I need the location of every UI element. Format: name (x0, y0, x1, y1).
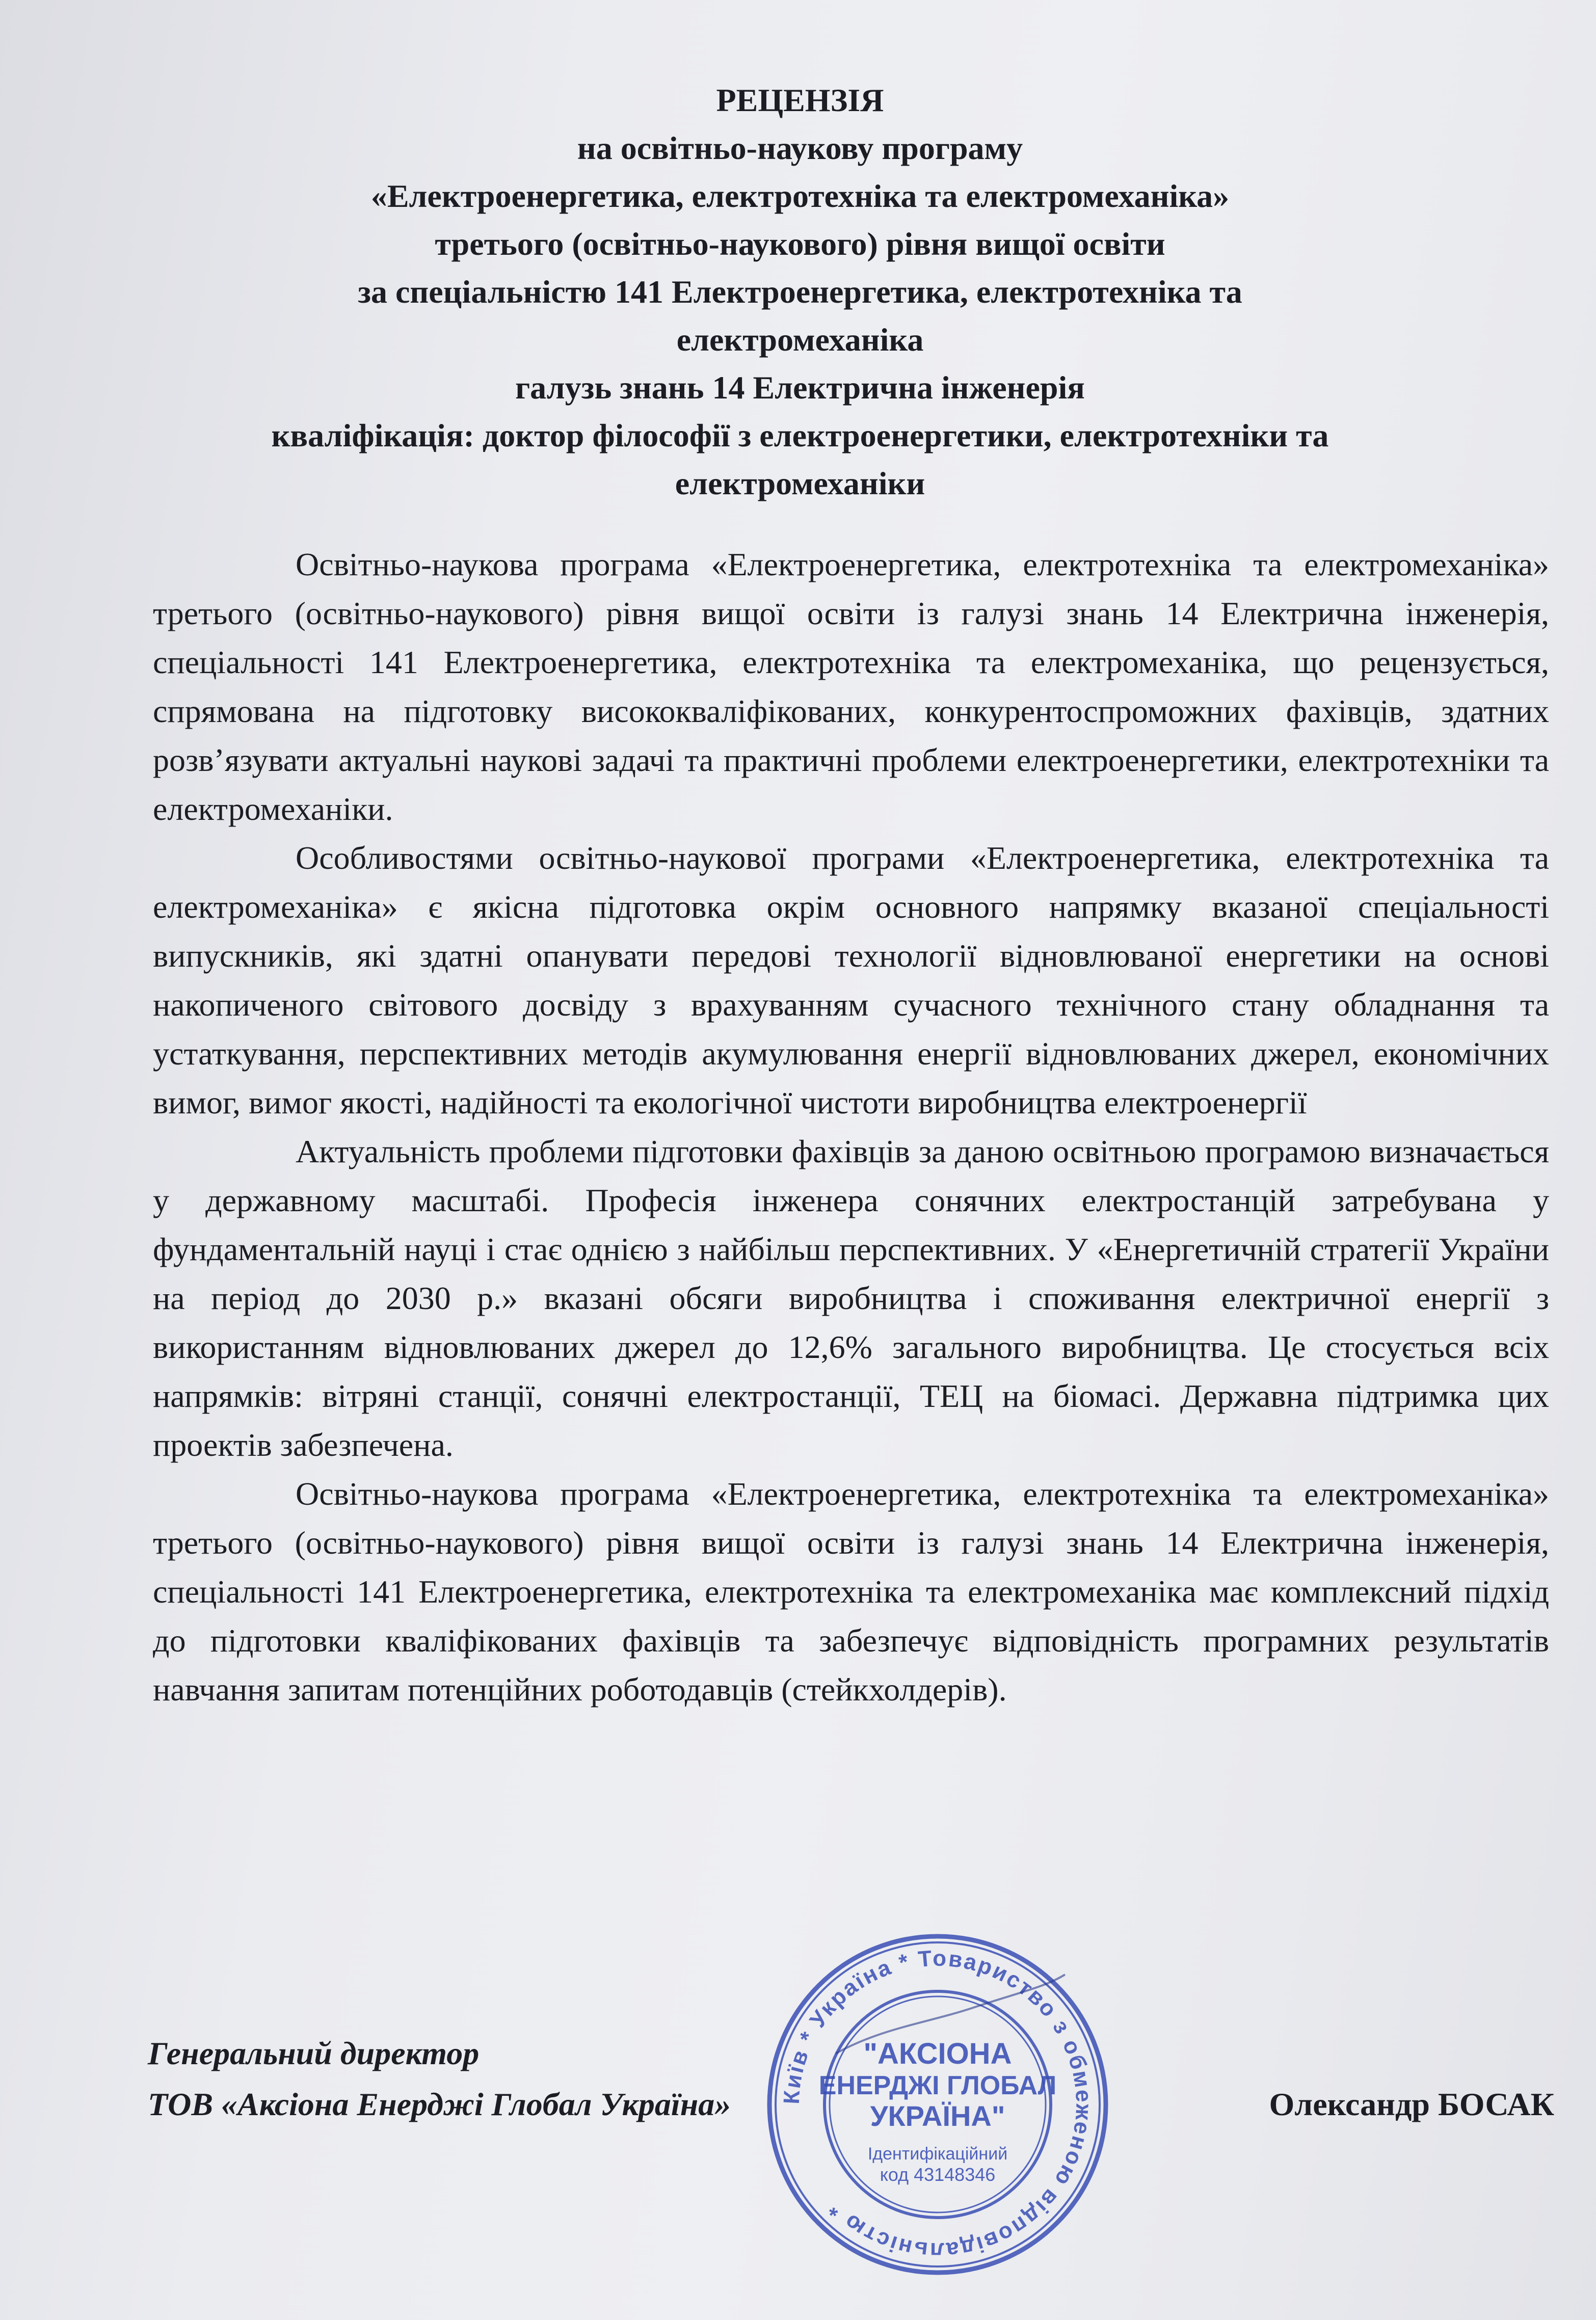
header-line: галузь знань 14 Електрична інженерія (515, 369, 1085, 406)
paragraph: Освітньо-наукова програма «Електроенергетика, електротехніка та електромеханіка» третього (освітньо-наукового) рівня вищої освіти із галузі знань 14 Електрична інженерія, спеціальності 141 Електроенергетика, електротехніка та електромеханіка має комплексний підхід до підготовки кваліфікованих фахівців та забезпечує відповідність програмних результатів навчання запитам потенційних роботодавців (стейкхолдерів). (153, 1476, 1549, 1708)
paragraph: Особливостями освітньо-наукової програми «Електроенергетика, електротехніка та електромеханіка» є якісна підготовка окрім основного напрямку вказаної спеціальності випускників, які здатні опанувати передові технології відновлюваної енергетики на основі накопиченого світового досвіду з врахуванням сучасного технічного стану обладнання та устаткування, перспективних методів акумулювання енергії відновлюваних джерел, економічних вимог, вимог якості, надійності та екологічної чистоти виробництва електроенергії (153, 840, 1549, 1121)
signatory-name: Олександр БОСАК (1269, 2086, 1554, 2122)
stamp-center-line: ЕНЕРДЖІ ГЛОБАЛ (818, 2071, 1057, 2100)
document-body (153, 540, 1549, 1714)
stamp-center-line: УКРАЇНА" (870, 2100, 1005, 2132)
paragraph: Освітньо-наукова програма «Електроенергетика, електротехніка та електромеханіка» третього (освітньо-наукового) рівня вищої освіти із галузі знань 14 Електрична інженерія, спеціальності 141 Електроенергетика, електротехніка та електромеханіка, що рецензується, спрямована на підготовку висококваліфікованих, конкурентоспроможних фахівців, здатних розв’язувати актуальні наукові задачі та практичні проблеми електроенергетики, електротехніки та електромеханіки. (153, 546, 1549, 827)
signatory-position: Генеральний директор (148, 2035, 480, 2071)
company-name: ТОВ «Аксіона Енерджі Глобал Україна» (148, 2086, 731, 2122)
document-header (153, 76, 1447, 508)
header-line: «Електроенергетика, електротехніка та електромеханіка» (370, 178, 1230, 214)
header-line: електромеханіки (675, 465, 925, 501)
header-line: третього (освітньо-наукового) рівня вищої освіти (435, 226, 1165, 262)
stamp-ring-text: Київ * Україна * Товариство з обмеженою відповідальністю * (779, 1945, 1097, 2263)
header-line: електромеханіка (676, 322, 924, 358)
document-title: РЕЦЕНЗІЯ (716, 82, 884, 118)
stamp-center-line: "АКСІОНА (863, 2037, 1012, 2070)
stamp-id-label: Ідентифікаційний (867, 2144, 1008, 2164)
header-line: за спеціальністю 141 Електроенергетика, електротехніка та (358, 274, 1242, 310)
company-stamp (759, 1926, 1116, 2283)
paragraph: Актуальність проблеми підготовки фахівців за даною освітньою програмою визначається у державному масштабі. Професія інженера сонячних електростанцій затребувана у фундаментальній науці і стає однією з найбільш перспективних. У «Енергетичній стратегії України на період до 2030 р.» вказані обсяги виробництва і споживання електричної енергії з використанням відновлюваних джерел до 12,6% загального виробництва. Це стосується всіх напрямків: вітряні станції, сонячні електростанції, ТЕЦ на біомасі. Державна підтримка цих проектів забезпечена. (153, 1133, 1549, 1463)
header-line: кваліфікація: доктор філософії з електроенергетики, електротехніки та (271, 417, 1329, 454)
stamp-id-code: код 43148346 (880, 2164, 996, 2185)
header-line: на освітньо-наукову програму (577, 130, 1023, 166)
